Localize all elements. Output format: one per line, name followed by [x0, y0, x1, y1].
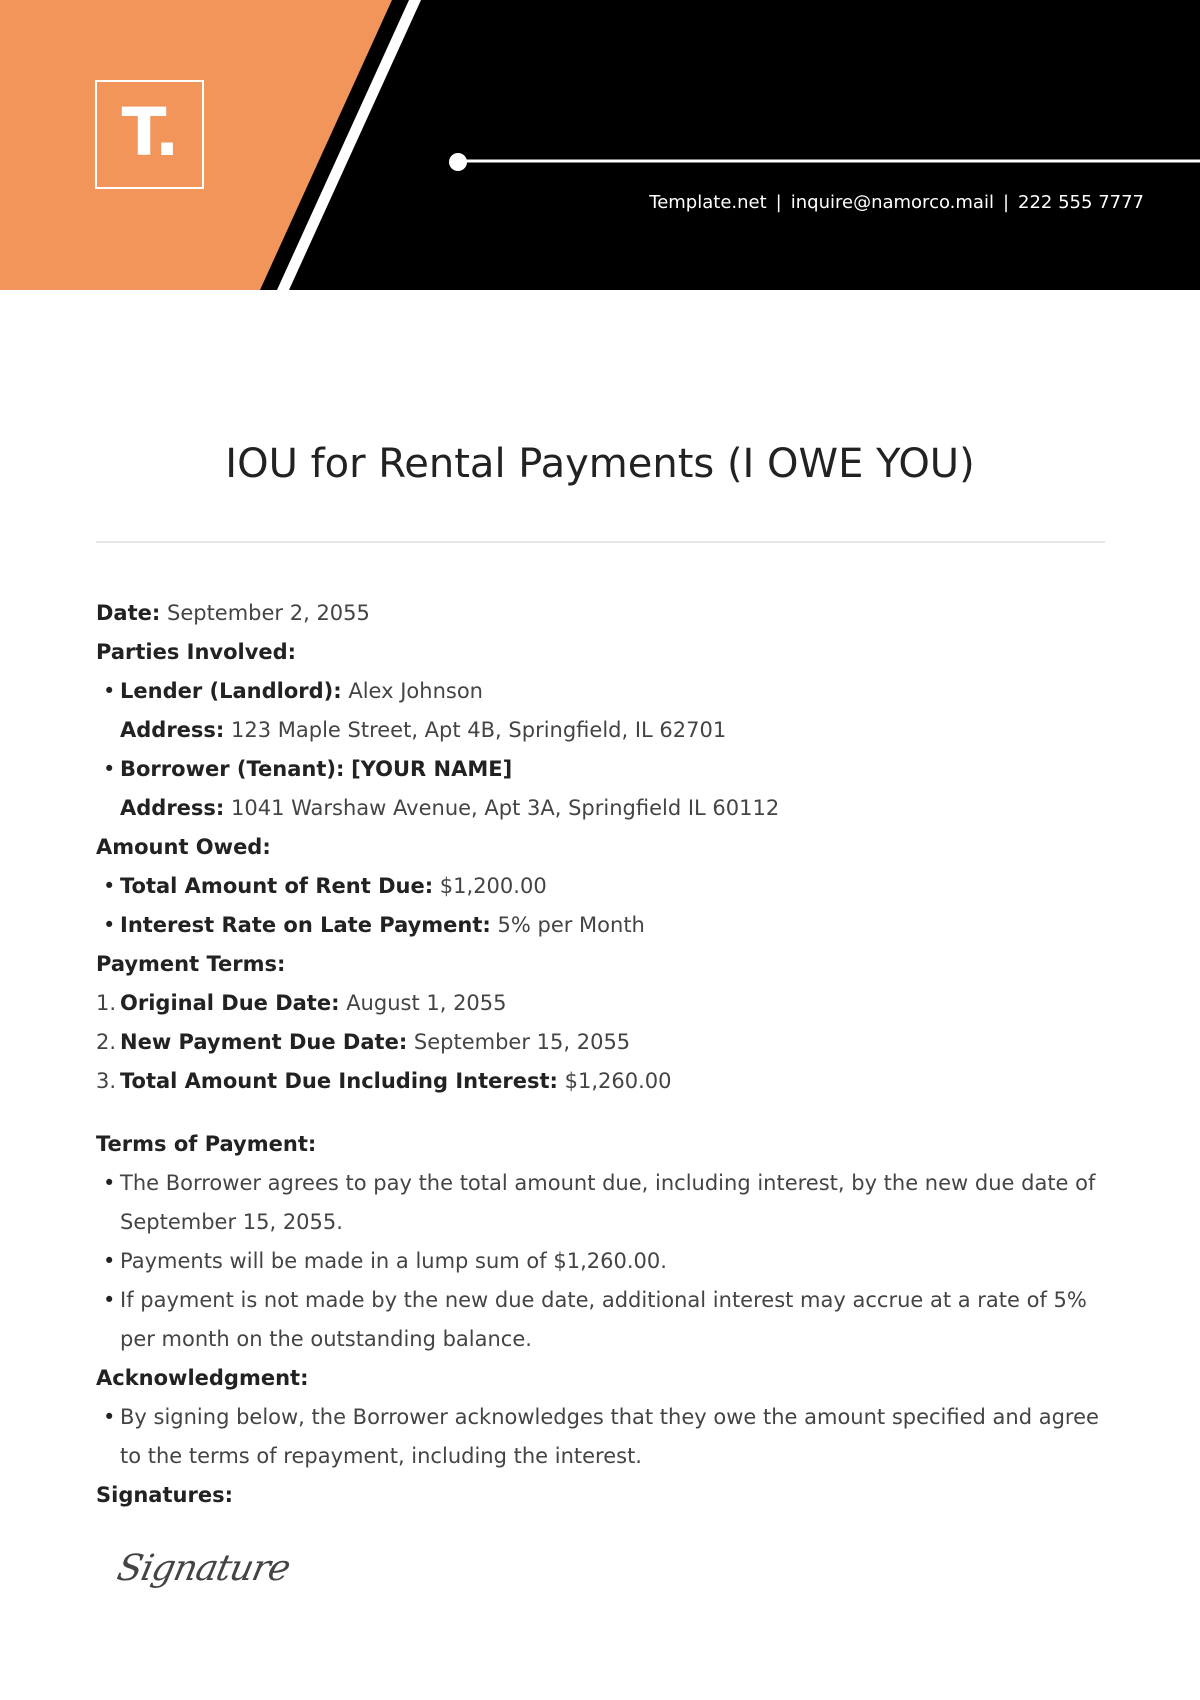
contact-email: inquire@namorco.mail: [790, 192, 994, 213]
date-label: Date:: [96, 601, 161, 625]
contact-phone: 222 555 7777: [1018, 192, 1144, 213]
payment-term-label: Original Due Date:: [120, 991, 340, 1015]
payment-term-number: 1.: [96, 991, 117, 1015]
terms-of-payment-item: • Payments will be made in a lump sum of $1,260.00.: [96, 1242, 1110, 1281]
payment-term-number: 2.: [96, 1030, 117, 1054]
contact-line: [649, 192, 1144, 213]
borrower-address-label: Address:: [120, 796, 225, 820]
lender-item: [96, 672, 1116, 711]
amount-owed-label: Total Amount of Rent Due:: [120, 874, 434, 898]
payment-term-value: August 1, 2055: [346, 991, 507, 1015]
terms-of-payment-heading: Terms of Payment:: [96, 1132, 317, 1156]
acknowledgment-item: • By signing below, the Borrower acknowledges that they owe the amount specified and agree to the terms of repayment, including the interest.: [96, 1398, 1110, 1476]
amount-owed-item: [96, 867, 1116, 906]
payment-term-value: $1,260.00: [564, 1069, 672, 1093]
document-body: [96, 594, 1116, 1515]
contact-website: Template.net: [649, 192, 767, 213]
borrower-address: 1041 Warshaw Avenue, Apt 3A, Springfield IL 60112: [231, 796, 780, 820]
parties-heading: Parties Involved:: [96, 640, 297, 664]
borrower-address-line: [96, 789, 1116, 828]
lender-address: 123 Maple Street, Apt 4B, Springfield, IL 62701: [231, 718, 727, 742]
contact-separator: |: [1002, 192, 1010, 213]
amount-owed-value: 5% per Month: [497, 913, 645, 937]
lender-label: Lender (Landlord):: [120, 679, 342, 703]
borrower-item: [96, 750, 1116, 789]
contact-separator: |: [775, 192, 782, 213]
title-divider: [96, 541, 1105, 543]
lender-value: Alex Johnson: [348, 679, 483, 703]
lender-address-label: Address:: [120, 718, 225, 742]
terms-of-payment-item: • The Borrower agrees to pay the total amount due, including interest, by the new due date of September 15, 2055.: [96, 1164, 1110, 1242]
payment-term-value: September 15, 2055: [413, 1030, 631, 1054]
payment-term-item: [96, 1023, 1116, 1062]
amount-owed-item: [96, 906, 1116, 945]
acknowledgment-heading: Acknowledgment:: [96, 1366, 309, 1390]
terms-of-payment-item: • If payment is not made by the new due date, additional interest may accrue at a rate of 5% per month on the outstanding balance.: [96, 1281, 1110, 1359]
lender-address-line: [96, 711, 1116, 750]
signatures-heading: Signatures:: [96, 1483, 233, 1507]
payment-term-item: [96, 984, 1116, 1023]
payment-term-item: [96, 1062, 1116, 1101]
payment-term-label: Total Amount Due Including Interest:: [120, 1069, 558, 1093]
section-spacer: [96, 1101, 1116, 1125]
logo-letter: T.: [121, 93, 178, 171]
date-value: September 2, 2055: [166, 601, 370, 625]
header-rule-dot: [449, 153, 467, 171]
header-banner: [0, 0, 1200, 290]
amount-owed-value: $1,200.00: [439, 874, 547, 898]
document-title: IOU for Rental Payments (I OWE YOU): [225, 441, 975, 487]
payment-terms-heading: Payment Terms:: [96, 952, 286, 976]
amount-owed-heading: Amount Owed:: [96, 835, 271, 859]
borrower-value: [YOUR NAME]: [351, 757, 513, 781]
payment-term-number: 3.: [96, 1069, 117, 1093]
amount-owed-label: Interest Rate on Late Payment:: [120, 913, 491, 937]
date-line: [96, 594, 1116, 633]
logo: [95, 80, 204, 189]
signature: Signature: [113, 1548, 294, 1589]
payment-term-label: New Payment Due Date:: [120, 1030, 408, 1054]
borrower-label: Borrower (Tenant):: [120, 757, 345, 781]
